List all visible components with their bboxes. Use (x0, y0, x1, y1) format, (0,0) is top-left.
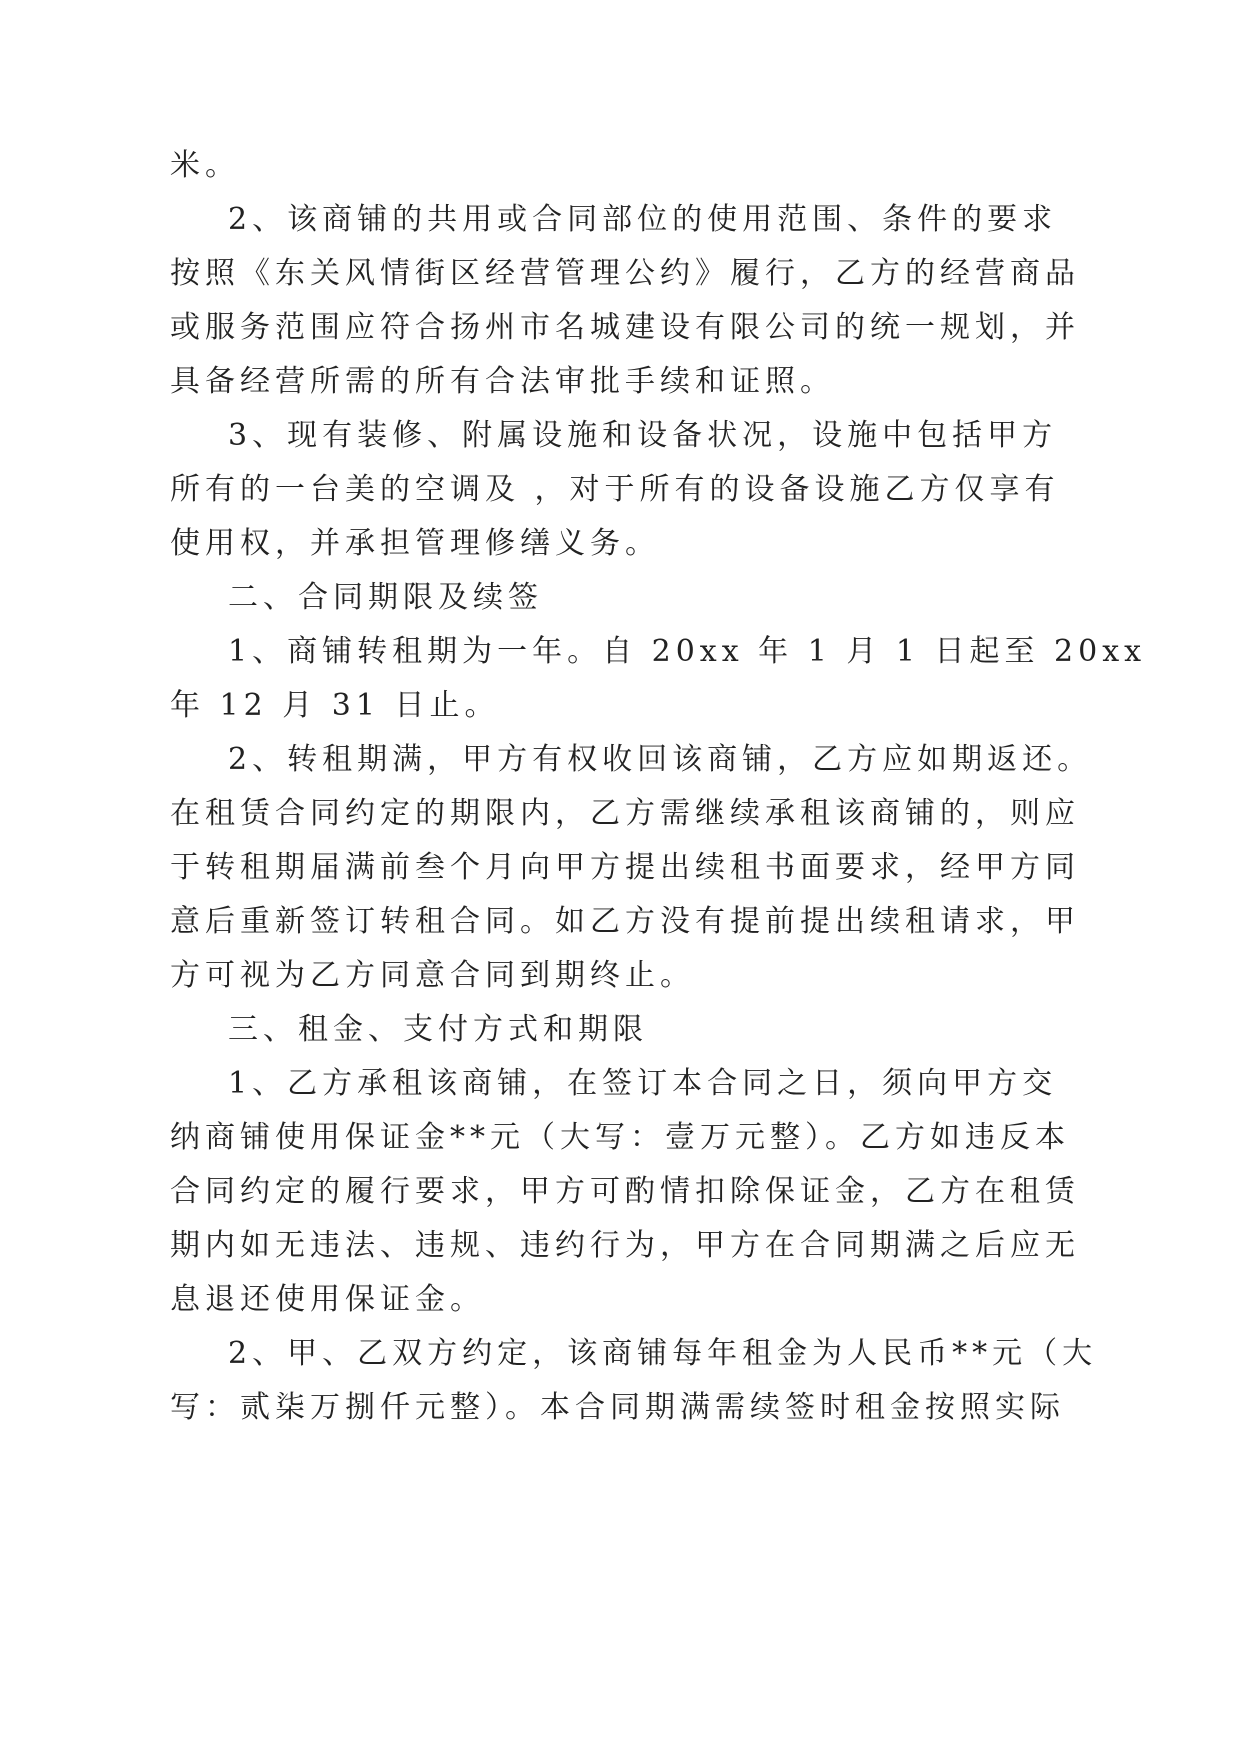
section-heading: 二、合同期限及续签 (228, 580, 543, 615)
text-line: 1、商铺转租期为一年。自 20xx 年 1 月 1 日起至 20xx (228, 634, 1147, 669)
text-line: 2、甲、乙双方约定，该商铺每年租金为人民币**元（大 (228, 1336, 1098, 1371)
text-line: 期内如无违法、违规、违约行为，甲方在合同期满之后应无 (170, 1228, 1080, 1263)
text-line: 3、现有装修、附属设施和设备状况，设施中包括甲方 (228, 418, 1058, 453)
text-line: 具备经营所需的所有合法审批手续和证照。 (170, 364, 835, 399)
text-line: 在租赁合同约定的期限内，乙方需继续承租该商铺的，则应 (170, 796, 1080, 831)
text-line: 2、该商铺的共用或合同部位的使用范围、条件的要求 (228, 202, 1058, 237)
text-line: 写：贰柒万捌仟元整）。本合同期满需续签时租金按照实际 (170, 1390, 1065, 1425)
text-line: 2、转租期满，甲方有权收回该商铺，乙方应如期返还。 (228, 742, 1093, 777)
section-heading: 三、租金、支付方式和期限 (228, 1012, 648, 1047)
text-line: 意后重新签订转租合同。如乙方没有提前提出续租请求，甲 (170, 904, 1080, 939)
text-line: 或服务范围应符合扬州市名城建设有限公司的统一规划，并 (170, 310, 1080, 345)
text-line: 所有的一台美的空调及 ，对于所有的设备设施乙方仅享有 (170, 472, 1060, 507)
text-line: 合同约定的履行要求，甲方可酌情扣除保证金，乙方在租赁 (170, 1174, 1080, 1209)
text-line: 纳商铺使用保证金**元（大写：壹万元整）。乙方如违反本 (170, 1120, 1070, 1155)
text-line: 米。 (170, 148, 240, 183)
text-line: 1、乙方承租该商铺，在签订本合同之日，须向甲方交 (228, 1066, 1058, 1101)
text-line: 按照《东关风情街区经营管理公约》履行，乙方的经营商品 (170, 256, 1080, 291)
text-line: 于转租期届满前叁个月向甲方提出续租书面要求，经甲方同 (170, 850, 1080, 885)
text-line: 年 12 月 31 日止。 (170, 688, 500, 723)
text-line: 息退还使用保证金。 (170, 1282, 485, 1317)
text-line: 方可视为乙方同意合同到期终止。 (170, 958, 695, 993)
text-line: 使用权，并承担管理修缮义务。 (170, 526, 660, 561)
